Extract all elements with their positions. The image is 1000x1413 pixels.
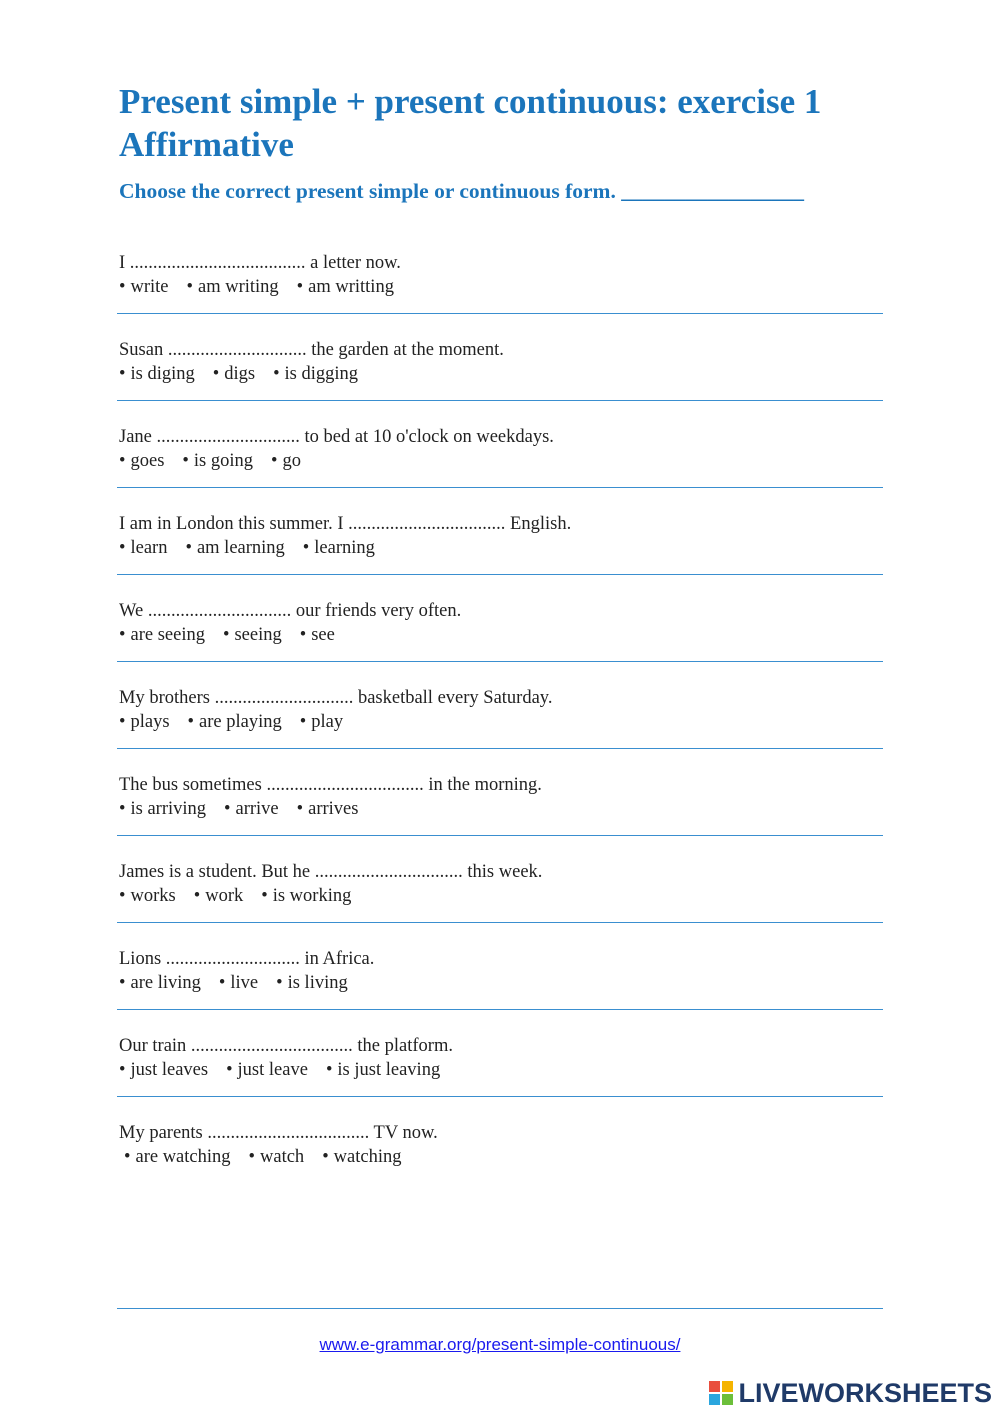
answer-option[interactable] xyxy=(119,1058,208,1082)
question-item xyxy=(119,686,879,734)
bullet-icon: • xyxy=(296,277,304,297)
answer-option[interactable] xyxy=(249,1145,305,1169)
bullet-icon: • xyxy=(119,451,126,471)
answer-option-label: are living xyxy=(130,973,201,993)
answer-option[interactable] xyxy=(119,797,206,821)
answer-option[interactable] xyxy=(226,1058,308,1082)
answer-option-label: learn xyxy=(130,538,168,558)
bullet-icon: • xyxy=(322,1147,329,1167)
bullet-icon: • xyxy=(296,799,304,819)
bullet-icon: • xyxy=(248,1147,255,1167)
answer-option-label: seeing xyxy=(234,625,282,645)
bullet-icon: • xyxy=(299,625,307,645)
answer-options xyxy=(119,449,879,473)
answer-options xyxy=(119,1145,879,1169)
question-item xyxy=(119,338,879,386)
answer-option[interactable] xyxy=(322,1145,401,1169)
question-item xyxy=(119,773,879,821)
bullet-icon: • xyxy=(119,1060,126,1080)
answer-options xyxy=(119,797,879,821)
question-divider xyxy=(117,1096,883,1097)
bullet-icon: • xyxy=(119,973,126,993)
answer-option-label: see xyxy=(311,625,335,645)
question-sentence: I am in London this summer. I .................................. English. xyxy=(119,514,572,534)
bullet-icon: • xyxy=(185,538,192,558)
question-item xyxy=(119,1034,879,1082)
answer-option-label: arrive xyxy=(235,799,279,819)
answer-option[interactable] xyxy=(119,362,195,386)
question-divider xyxy=(117,487,883,488)
answer-option-label: go xyxy=(282,451,301,471)
answer-option[interactable] xyxy=(187,275,279,299)
bullet-icon: • xyxy=(119,886,126,906)
question-divider xyxy=(117,922,883,923)
answer-option-label: is living xyxy=(287,973,348,993)
question-item xyxy=(119,947,879,995)
bullet-icon: • xyxy=(273,364,280,384)
question-sentence: Jane ............................... to bed at 10 o'clock on weekdays. xyxy=(119,427,554,447)
page-title xyxy=(119,80,919,166)
answer-option-label: am writing xyxy=(197,277,279,297)
answer-option-label: just leave xyxy=(237,1060,308,1080)
bullet-icon: • xyxy=(119,799,126,819)
bullet-icon: • xyxy=(218,973,226,993)
answer-option-label: write xyxy=(130,277,169,297)
answer-option[interactable] xyxy=(213,362,255,386)
answer-option[interactable] xyxy=(119,971,201,995)
question-sentence: I ...................................... a letter now. xyxy=(119,253,401,273)
bullet-icon: • xyxy=(119,364,126,384)
footer-divider xyxy=(117,1308,883,1309)
answer-option-label: is arriving xyxy=(130,799,207,819)
answer-option[interactable] xyxy=(303,536,375,560)
question-sentence: James is a student. But he ................................ this week. xyxy=(119,862,543,882)
bullet-icon: • xyxy=(119,712,126,732)
answer-option[interactable] xyxy=(224,797,279,821)
answer-options xyxy=(119,623,879,647)
answer-options xyxy=(119,275,879,299)
bullet-icon: • xyxy=(299,712,307,732)
bullet-icon: • xyxy=(325,1060,333,1080)
answer-option-label: are playing xyxy=(199,712,282,732)
answer-option-label: is diging xyxy=(130,364,195,384)
bullet-icon: • xyxy=(222,625,230,645)
question-sentence: We ............................... our friends very often. xyxy=(119,601,462,621)
brand-name: LIVEWORKSHEETS xyxy=(738,1378,992,1408)
question-item xyxy=(119,599,879,647)
question-item xyxy=(119,425,879,473)
answer-option[interactable] xyxy=(119,275,169,299)
question-divider xyxy=(117,748,883,749)
answer-option[interactable] xyxy=(119,449,164,473)
question-item xyxy=(119,251,879,299)
answer-option[interactable] xyxy=(185,536,284,560)
answer-option-label: are seeing xyxy=(130,625,205,645)
answer-option-label: is just leaving xyxy=(337,1060,441,1080)
bullet-icon: • xyxy=(187,712,195,732)
bullet-icon: • xyxy=(119,277,126,297)
question-sentence: Our train ................................... the platform. xyxy=(119,1036,453,1056)
answer-option-label: works xyxy=(130,886,176,906)
answer-option-label: am learning xyxy=(196,538,285,558)
answer-option-label: plays xyxy=(130,712,170,732)
question-divider xyxy=(117,835,883,836)
answer-option-label: watching xyxy=(333,1147,402,1167)
answer-option[interactable] xyxy=(261,884,351,908)
bullet-icon: • xyxy=(193,886,201,906)
answer-options xyxy=(119,1058,879,1082)
answer-option[interactable] xyxy=(223,623,282,647)
answer-option-label: play xyxy=(311,712,344,732)
answer-option[interactable] xyxy=(326,1058,440,1082)
answer-option[interactable] xyxy=(300,623,335,647)
answer-option-label: is digging xyxy=(284,364,359,384)
instruction-text: Choose the correct present simple or continuous form. _________________ xyxy=(119,179,804,203)
bullet-icon: • xyxy=(124,1147,131,1167)
source-link[interactable]: www.e-grammar.org/present-simple-continuous/ xyxy=(319,1335,681,1354)
question-item xyxy=(119,860,879,908)
question-sentence: My parents ................................... TV now. xyxy=(119,1123,438,1143)
bullet-icon: • xyxy=(271,451,278,471)
answer-option[interactable] xyxy=(194,884,244,908)
answer-options xyxy=(119,971,879,995)
bullet-icon: • xyxy=(261,886,268,906)
answer-option-label: watch xyxy=(260,1147,305,1167)
question-divider xyxy=(117,400,883,401)
answer-option[interactable] xyxy=(119,884,176,908)
question-divider xyxy=(117,313,883,314)
question-sentence: Lions ............................. in Africa. xyxy=(119,949,375,969)
bullet-icon: • xyxy=(119,625,126,645)
answer-option-label: am writting xyxy=(308,277,394,297)
bullet-icon: • xyxy=(302,538,310,558)
answer-option[interactable] xyxy=(124,1145,231,1169)
title-line-2: Affirmative xyxy=(119,125,294,164)
answer-option-label: work xyxy=(205,886,244,906)
answer-option-label: is going xyxy=(193,451,253,471)
answer-option-label: learning xyxy=(314,538,375,558)
answer-option[interactable] xyxy=(276,971,348,995)
question-sentence: My brothers .............................. basketball every Saturday. xyxy=(119,688,553,708)
answer-option[interactable] xyxy=(297,275,394,299)
footer xyxy=(0,1334,1000,1356)
answer-options xyxy=(119,710,879,734)
answer-option-label: are watching xyxy=(135,1147,231,1167)
liveworksheets-logo-icon xyxy=(708,1380,734,1406)
liveworksheets-brand xyxy=(708,1378,992,1408)
answer-option[interactable] xyxy=(271,449,301,473)
bullet-icon: • xyxy=(276,973,283,993)
answer-option-label: arrives xyxy=(308,799,359,819)
question-item xyxy=(119,1121,879,1169)
question-divider xyxy=(117,574,883,575)
bullet-icon: • xyxy=(119,538,126,558)
answer-option-label: just leaves xyxy=(130,1060,209,1080)
question-sentence: The bus sometimes .................................. in the morning. xyxy=(119,775,542,795)
answer-option[interactable] xyxy=(188,710,282,734)
answer-option-label: live xyxy=(230,973,259,993)
answer-options xyxy=(119,362,879,386)
answer-option[interactable] xyxy=(119,536,167,560)
answer-options xyxy=(119,536,879,560)
bullet-icon: • xyxy=(224,799,231,819)
question-divider xyxy=(117,1009,883,1010)
bullet-icon: • xyxy=(212,364,220,384)
answer-option-label: digs xyxy=(224,364,256,384)
bullet-icon: • xyxy=(186,277,193,297)
answer-option[interactable] xyxy=(119,710,170,734)
answer-option[interactable] xyxy=(119,623,205,647)
answer-options xyxy=(119,884,879,908)
question-divider xyxy=(117,661,883,662)
answer-option-label: is working xyxy=(272,886,352,906)
title-line-1: Present simple + present continuous: exercise 1 xyxy=(119,82,822,121)
bullet-icon: • xyxy=(226,1060,233,1080)
bullet-icon: • xyxy=(182,451,189,471)
answer-option-label: goes xyxy=(130,451,165,471)
question-item xyxy=(119,512,879,560)
answer-option[interactable] xyxy=(297,797,359,821)
answer-option[interactable] xyxy=(273,362,358,386)
answer-option[interactable] xyxy=(300,710,343,734)
question-sentence: Susan .............................. the garden at the moment. xyxy=(119,340,504,360)
answer-option[interactable] xyxy=(219,971,258,995)
answer-option[interactable] xyxy=(182,449,253,473)
